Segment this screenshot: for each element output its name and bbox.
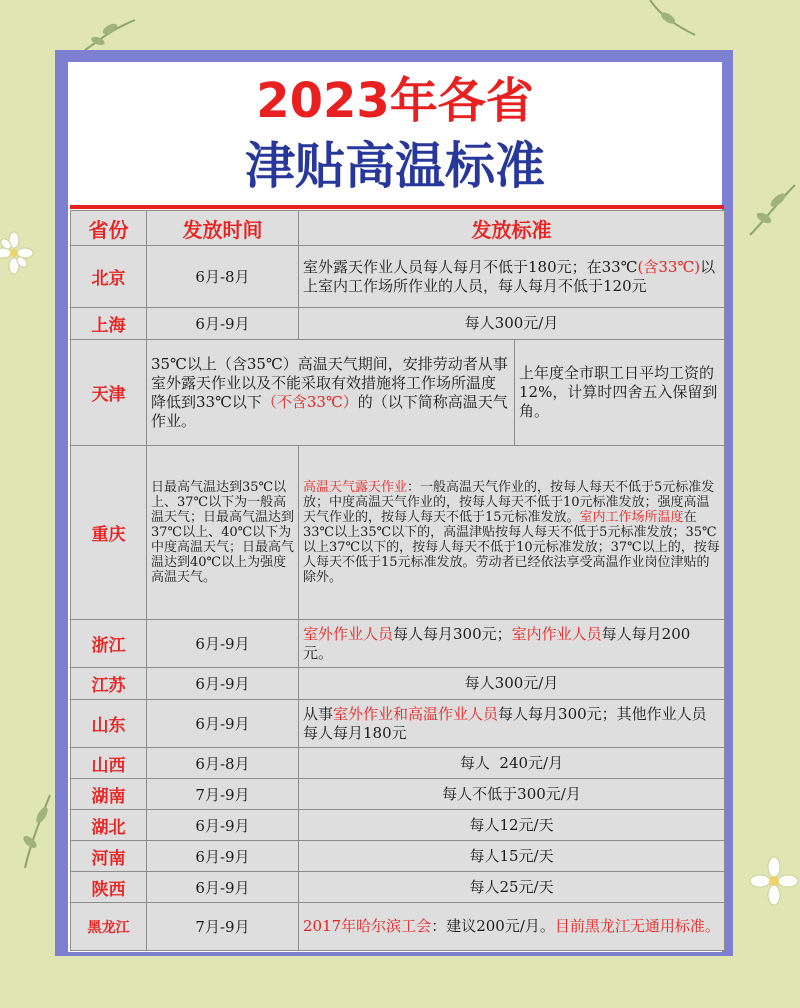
province-cell: 陕西 (71, 872, 147, 903)
table-row (71, 340, 725, 446)
time-cell: 6月-8月 (147, 246, 299, 308)
time-cell: 6月-9月 (147, 700, 299, 748)
header-province: 省份 (71, 211, 147, 246)
title-divider (70, 205, 724, 209)
standard-cell: 每人300元/月 (299, 668, 725, 700)
table-row (71, 779, 725, 810)
time-cell: 7月-9月 (147, 779, 299, 810)
province-cell: 山西 (71, 748, 147, 779)
table-row (71, 308, 725, 340)
flower-icon (0, 230, 40, 280)
province-cell: 重庆 (71, 446, 147, 620)
time-cell: 6月-9月 (147, 872, 299, 903)
leaf-icon (10, 790, 60, 870)
standard-cell: 室外作业人员每人每月300元；室内作业人员每人每月200元。 (299, 620, 725, 668)
time-cell: 7月-9月 (147, 903, 299, 951)
table-row (71, 620, 725, 668)
standard-cell: 每人25元/天 (299, 872, 725, 903)
table-row (71, 748, 725, 779)
province-cell: 浙江 (71, 620, 147, 668)
table-row (71, 668, 725, 700)
standard-cell: 高温天气露天作业：一般高温天气作业的，按每人每天不低于5元标准发放；中度高温天气作业的，按每人每天不低于10元标准发放；强度高温天气作业的，按每人每天不低于15元标准发放。室内工作场所温度在33℃以上35℃以下的，高温津贴按每人每天不低于5元标准发放；35℃以上37℃以下的，按每人每天不低于10元标准发放；37℃以上的，按每人每天不低于15元标准发放。劳动者已经依法享受高温作业岗位津贴的除外。 (299, 446, 725, 620)
standard-cell: 每人12元/天 (299, 810, 725, 841)
time-cell: 6月-9月 (147, 620, 299, 668)
standard-cell: 上年度全市职工日平均工资的12%，计算时四舍五入保留到角。 (515, 340, 725, 446)
leaf-icon (640, 0, 700, 40)
standard-cell: 每人300元/月 (299, 308, 725, 340)
time-cell: 6月-9月 (147, 810, 299, 841)
table-row (71, 810, 725, 841)
standard-cell: 每人 240元/月 (299, 748, 725, 779)
province-cell: 天津 (71, 340, 147, 446)
time-cell: 6月-8月 (147, 748, 299, 779)
time-cell: 6月-9月 (147, 308, 299, 340)
standard-cell: 每人15元/天 (299, 841, 725, 872)
table-row (71, 700, 725, 748)
leaf-icon (80, 15, 140, 55)
standard-cell: 室外露天作业人员每人每月不低于180元；在33℃(含33℃)以上室内工作场所作业的人员，每人每月不低于120元 (299, 246, 725, 308)
province-cell: 上海 (71, 308, 147, 340)
table-row (71, 446, 725, 620)
flower-icon (748, 855, 800, 907)
leaf-icon (740, 180, 800, 240)
condition-cell: 日最高气温达到35℃以上、37℃以下为一般高温天气；日最高气温达到37℃以上、40℃以下为中度高温天气；日最高气温达到40℃以上为强度高温天气。 (147, 446, 299, 620)
standard-cell: 从事室外作业和高温作业人员每人每月300元；其他作业人员每人每月180元 (299, 700, 725, 748)
province-cell: 北京 (71, 246, 147, 308)
province-cell: 河南 (71, 841, 147, 872)
province-cell: 山东 (71, 700, 147, 748)
standard-cell: 2017年哈尔滨工会：建议200元/月。目前黑龙江无通用标准。 (299, 903, 725, 951)
table-row (71, 903, 725, 951)
subsidy-table (70, 210, 725, 951)
title-line-2: 津贴高温标准 (245, 137, 545, 195)
title-line-1: 2023年各省 (256, 73, 534, 129)
table-header-row (71, 211, 725, 246)
header-time: 发放时间 (147, 211, 299, 246)
standard-cell: 每人不低于300元/月 (299, 779, 725, 810)
table-row (71, 872, 725, 903)
time-cell: 6月-9月 (147, 841, 299, 872)
time-cell: 6月-9月 (147, 668, 299, 700)
province-cell: 黑龙江 (71, 903, 147, 951)
condition-cell: 35℃以上（含35℃）高温天气期间，安排劳动者从事室外露天作业以及不能采取有效措施将工作场所温度降低到33℃以下（不含33℃）的（以下简称高温天气作业。 (147, 340, 515, 446)
table-row (71, 246, 725, 308)
header-standard: 发放标准 (299, 211, 725, 246)
province-cell: 湖北 (71, 810, 147, 841)
province-cell: 江苏 (71, 668, 147, 700)
province-cell: 湖南 (71, 779, 147, 810)
table-row (71, 841, 725, 872)
